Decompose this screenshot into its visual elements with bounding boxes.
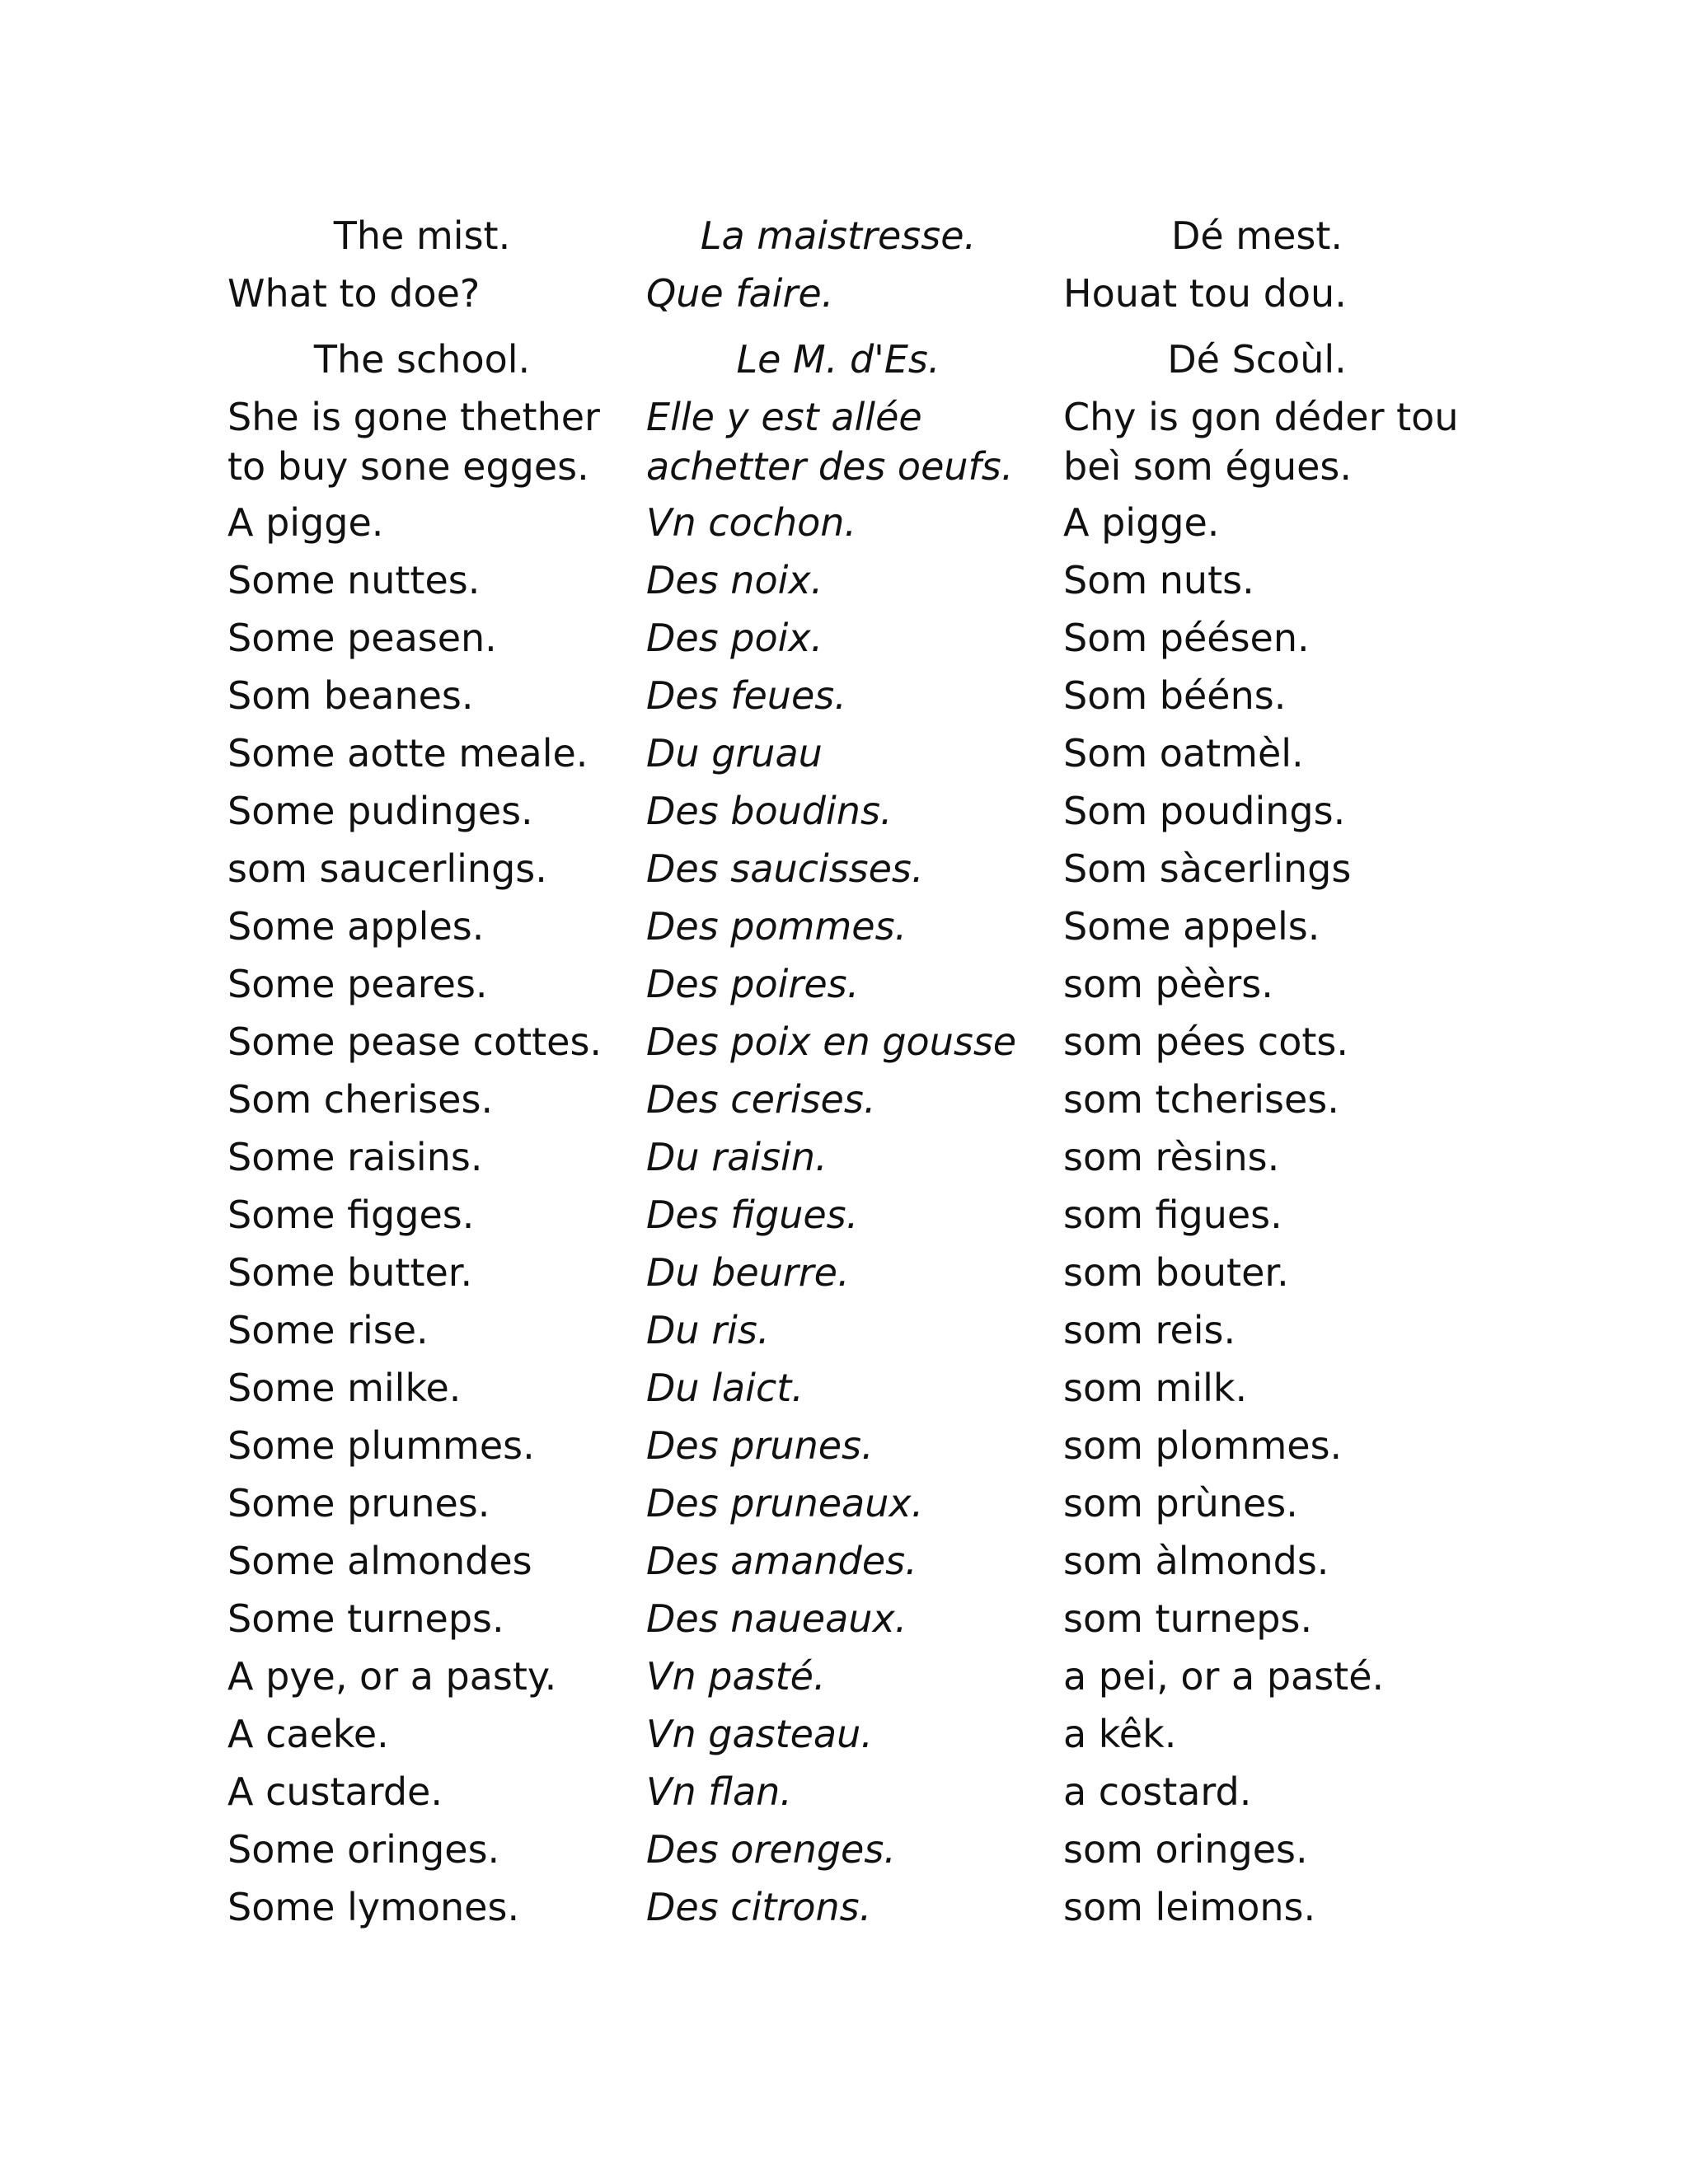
english-text: A pye, or a pasty. [227,1654,557,1699]
phrase-row [0,491,1688,549]
phonetic-text [1063,392,1558,491]
french-text: Des feues. [646,673,846,718]
phrase-row [0,1068,1688,1126]
phonetic-text: Som bééns. [1063,673,1287,718]
english-text: Some peasen. [227,616,497,660]
phonetic-text-line: beì som égues. [1063,444,1352,489]
phonetic-text: som àlmonds. [1063,1539,1329,1583]
french-text: Des cerises. [646,1077,876,1122]
french-text: Des noix. [646,558,823,602]
phonetic-text: som pèèrs. [1063,962,1273,1006]
french-text: Des pruneaux. [646,1481,924,1526]
phonetic-text: som milk. [1063,1366,1248,1410]
phonetic-text: Some appels. [1063,904,1320,949]
french-text: Des pommes. [646,904,907,949]
phonetic-text: a kêk. [1063,1712,1177,1756]
english-text: Some prunes. [227,1481,490,1526]
phrase-row [0,1299,1688,1357]
english-text: Some butter. [227,1250,473,1295]
english-text: A custarde. [227,1769,443,1814]
phrase-row [0,1472,1688,1530]
french-text: Des amandes. [646,1539,917,1583]
phrase-row [0,1010,1688,1068]
phrase-table [0,204,1688,1933]
phonetic-text: som prùnes. [1063,1481,1298,1526]
phonetic-text: som bouter. [1063,1250,1289,1295]
phrase-row [0,1645,1688,1703]
french-text: Des orenges. [646,1827,896,1872]
french-text: Du beurre. [646,1250,850,1295]
phonetic-text-line: Chy is gon déder tou [1063,395,1459,439]
english-text: Some plummes. [227,1423,535,1468]
phonetic-text: som turneps. [1063,1596,1313,1641]
french-text: Du gruau [646,731,823,776]
phrase-row [0,722,1688,780]
french-text: Des figues. [646,1193,859,1237]
phrase-row [0,1126,1688,1183]
french-text: Du laict. [646,1366,804,1410]
french-text-line: Elle y est allée [646,395,922,439]
phrase-row [0,549,1688,607]
english-text: Some nuttes. [227,558,481,602]
phrase-row [0,953,1688,1010]
phonetic-text: Som nuts. [1063,558,1254,602]
french-text: La maistresse. [700,213,977,258]
french-text: Des saucisses. [646,846,924,891]
french-text: Des citrons. [646,1885,872,1929]
phrase-row [0,1183,1688,1241]
french-text: Vn gasteau. [646,1712,873,1756]
french-text: Des boudins. [646,789,893,833]
english-text: som saucerlings. [227,846,547,891]
phrase-row [0,837,1688,895]
phonetic-text: som reis. [1063,1308,1236,1352]
english-text: Some turneps. [227,1596,504,1641]
english-text: Some lymones. [227,1885,520,1929]
phrase-row [0,1414,1688,1472]
french-text: Vn flan. [646,1769,792,1814]
phrase-row [0,1241,1688,1299]
phrase-row [0,1703,1688,1760]
phrase-row [0,607,1688,664]
phonetic-text: A pigge. [1063,500,1220,545]
phrase-row [0,386,1688,491]
english-text: Some pease cottes. [227,1019,603,1064]
english-text: Som cherises. [227,1077,494,1122]
english-text: A caeke. [227,1712,389,1756]
english-text: Some milke. [227,1366,462,1410]
english-text: Some raisins. [227,1135,483,1179]
section-heading-row [0,204,1688,262]
phrase-row [0,664,1688,722]
french-text: Des naueaux. [646,1596,907,1641]
phonetic-text: som oringes. [1063,1827,1308,1872]
french-text: Du raisin. [646,1135,828,1179]
phonetic-text: Som poudings. [1063,789,1346,833]
phonetic-text: som figues. [1063,1193,1282,1237]
section-heading-row [0,328,1688,386]
phonetic-text: som rèsins. [1063,1135,1280,1179]
english-text-line: She is gone thether [227,395,600,439]
french-text: Le M. d'Es. [736,337,940,382]
french-text: Du ris. [646,1308,770,1352]
phonetic-text: Som oatmèl. [1063,731,1304,776]
english-text: Some rise. [227,1308,429,1352]
english-text: Some almondes [227,1539,532,1583]
phrase-row [0,895,1688,953]
french-text: Que faire. [646,271,834,316]
phrase-row [0,1818,1688,1876]
english-text: Some peares. [227,962,488,1006]
french-text: Des poix en gousse [646,1019,1017,1064]
phonetic-text: Som péésen. [1063,616,1310,660]
french-text: Vn cochon. [646,500,857,545]
english-text: Some pudinges. [227,789,533,833]
phonetic-text: som plommes. [1063,1423,1343,1468]
english-text: The school. [313,337,531,382]
english-text: What to doe? [227,271,481,316]
phonetic-text: Som sàcerlings [1063,846,1352,891]
english-text-line: to buy sone egges. [227,444,589,489]
phonetic-text: Houat tou dou. [1063,271,1347,316]
english-text: Some oringes. [227,1827,500,1872]
french-text-line: achetter des oeufs. [646,444,1014,489]
english-text [227,392,631,491]
english-text: Some figges. [227,1193,475,1237]
phrase-row [0,1876,1688,1933]
phonetic-text: a pei, or a pasté. [1063,1654,1385,1699]
french-text: Des poix. [646,616,823,660]
english-text: Some apples. [227,904,485,949]
phrase-row [0,1760,1688,1818]
english-text: Some aotte meale. [227,731,588,776]
phonetic-text: a costard. [1063,1769,1252,1814]
phrase-row [0,1357,1688,1414]
english-text: The mist. [333,213,511,258]
phonetic-text: som tcherises. [1063,1077,1339,1122]
french-text [646,392,1058,491]
english-text: Som beanes. [227,673,474,718]
phonetic-text: Dé Scoùl. [1167,337,1347,382]
phonetic-text: som leimons. [1063,1885,1316,1929]
phonetic-text: som pées cots. [1063,1019,1348,1064]
french-text: Des poires. [646,962,860,1006]
phrase-row [0,1530,1688,1587]
phrase-row [0,1587,1688,1645]
french-text: Des prunes. [646,1423,874,1468]
phonetic-text: Dé mest. [1170,213,1343,258]
phrase-row [0,262,1688,328]
french-text: Vn pasté. [646,1654,826,1699]
english-text: A pigge. [227,500,384,545]
phrase-row [0,780,1688,837]
